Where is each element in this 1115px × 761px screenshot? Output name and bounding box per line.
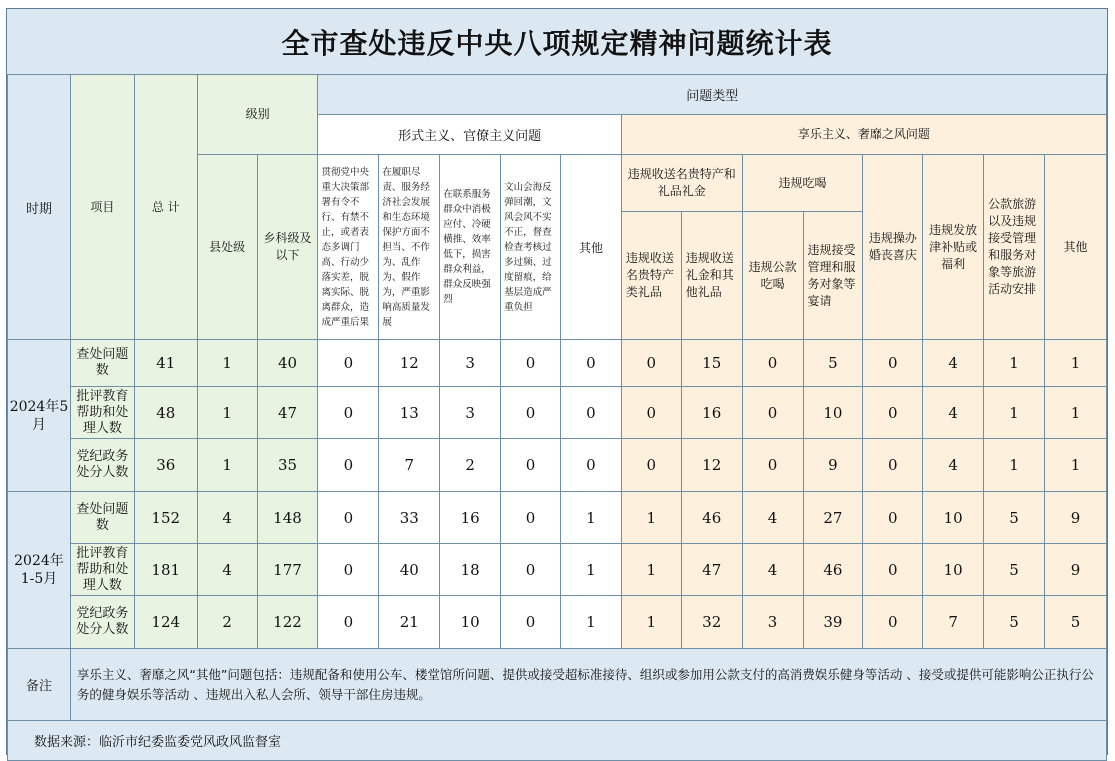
value-cell: 46 (803, 544, 863, 596)
table-row (8, 439, 1107, 492)
value-cell: 4 (197, 492, 257, 544)
value-cell: 35 (257, 439, 318, 492)
table-footer (8, 649, 1107, 761)
item-cell: 批评教育帮助和处理人数 (70, 387, 134, 439)
value-cell: 0 (863, 439, 923, 492)
value-cell: 4 (742, 492, 803, 544)
value-cell: 32 (681, 596, 742, 649)
item-cell: 查处问题数 (70, 340, 134, 387)
level-header: 级别 (197, 75, 318, 155)
eat-col-2: 违规接受管理和服务对象等宴请 (803, 212, 863, 340)
gift-col-1: 违规收送名贵特产类礼品 (621, 212, 681, 340)
table-title: 全市查处违反中央八项规定精神问题统计表 (7, 9, 1107, 75)
value-cell: 39 (803, 596, 863, 649)
value-cell: 9 (1045, 544, 1107, 596)
value-cell: 5 (984, 544, 1045, 596)
value-cell: 4 (742, 544, 803, 596)
item-cell: 党纪政务处分人数 (70, 596, 134, 649)
value-cell: 5 (803, 340, 863, 387)
value-cell: 4 (923, 439, 984, 492)
value-cell: 0 (863, 340, 923, 387)
value-cell: 0 (501, 439, 561, 492)
value-cell: 27 (803, 492, 863, 544)
value-cell: 3 (440, 387, 501, 439)
note-row (8, 649, 1107, 721)
value-cell: 0 (863, 544, 923, 596)
value-cell: 0 (742, 387, 803, 439)
gift-col-2: 违规收送礼金和其他礼品 (681, 212, 742, 340)
total-cell: 181 (134, 544, 197, 596)
value-cell: 5 (1045, 596, 1107, 649)
value-cell: 148 (257, 492, 318, 544)
value-cell: 21 (379, 596, 440, 649)
value-cell: 7 (379, 439, 440, 492)
value-cell: 18 (440, 544, 501, 596)
formalism-group-header: 形式主义、官僚主义问题 (318, 115, 621, 155)
problem-type-header: 问题类型 (318, 75, 1107, 115)
travel-header: 公款旅游以及违规接受管理和服务对象等旅游活动安排 (984, 155, 1045, 340)
value-cell: 0 (501, 596, 561, 649)
value-cell: 10 (923, 544, 984, 596)
total-cell: 36 (134, 439, 197, 492)
formalism-col-other: 其他 (561, 155, 622, 340)
value-cell: 122 (257, 596, 318, 649)
value-cell: 10 (803, 387, 863, 439)
item-cell: 党纪政务处分人数 (70, 439, 134, 492)
value-cell: 0 (561, 340, 622, 387)
value-cell: 0 (621, 387, 681, 439)
value-cell: 9 (1045, 492, 1107, 544)
value-cell: 0 (318, 439, 379, 492)
value-cell: 0 (863, 596, 923, 649)
value-cell: 1 (984, 340, 1045, 387)
value-cell: 2 (440, 439, 501, 492)
value-cell: 3 (742, 596, 803, 649)
level-township-header: 乡科级及以下 (257, 155, 318, 340)
value-cell: 9 (803, 439, 863, 492)
period-cell: 2024年1-5月 (8, 492, 71, 649)
statistics-sheet (6, 8, 1108, 755)
value-cell: 1 (621, 492, 681, 544)
value-cell: 1 (561, 492, 622, 544)
period-cell: 2024年5月 (8, 340, 71, 492)
table-row (8, 340, 1107, 387)
value-cell: 47 (257, 387, 318, 439)
value-cell: 2 (197, 596, 257, 649)
value-cell: 0 (501, 387, 561, 439)
value-cell: 1 (197, 439, 257, 492)
value-cell: 1 (197, 387, 257, 439)
value-cell: 15 (681, 340, 742, 387)
note-label: 备注 (8, 649, 71, 721)
level-county-header: 县处级 (197, 155, 257, 340)
value-cell: 177 (257, 544, 318, 596)
value-cell: 0 (318, 492, 379, 544)
total-cell: 48 (134, 387, 197, 439)
value-cell: 0 (501, 544, 561, 596)
value-cell: 47 (681, 544, 742, 596)
value-cell: 40 (257, 340, 318, 387)
value-cell: 1 (561, 596, 622, 649)
eat-group-header: 违规吃喝 (742, 155, 863, 212)
total-header: 总 计 (134, 75, 197, 340)
hedonism-other-header: 其他 (1045, 155, 1107, 340)
subsidy-header: 违规发放津补贴或福利 (923, 155, 984, 340)
table-row (8, 387, 1107, 439)
note-text: 享乐主义、奢靡之风“其他”问题包括：违规配备和使用公车、楼堂馆所问题、提供或接受超标准接待、组织或参加用公款支付的高消费娱乐健身等活动 、接受或提供可能影响公正执行公务的健身娱乐等活动 、违规出入私人会所、领导干部住房违规。 (70, 649, 1106, 721)
value-cell: 5 (984, 492, 1045, 544)
value-cell: 0 (561, 439, 622, 492)
table-row (8, 492, 1107, 544)
value-cell: 5 (984, 596, 1045, 649)
item-cell: 批评教育帮助和处理人数 (70, 544, 134, 596)
value-cell: 0 (561, 387, 622, 439)
value-cell: 0 (318, 340, 379, 387)
value-cell: 7 (923, 596, 984, 649)
value-cell: 1 (621, 596, 681, 649)
value-cell: 12 (681, 439, 742, 492)
value-cell: 12 (379, 340, 440, 387)
table-header (8, 75, 1107, 340)
value-cell: 0 (621, 340, 681, 387)
value-cell: 1 (984, 439, 1045, 492)
value-cell: 40 (379, 544, 440, 596)
section-2024-may (8, 340, 1107, 492)
formalism-col-3: 在联系服务群众中消极应付、冷硬横推、效率低下，损害群众利益，群众反映强烈 (440, 155, 501, 340)
item-cell: 查处问题数 (70, 492, 134, 544)
value-cell: 1 (984, 387, 1045, 439)
wedding-header: 违规操办婚丧喜庆 (863, 155, 923, 340)
value-cell: 0 (742, 340, 803, 387)
value-cell: 0 (742, 439, 803, 492)
table-row (8, 596, 1107, 649)
formalism-col-4: 文山会海反弹回潮，文风会风不实不正，督查检查考核过多过频、过度留痕，给基层造成严重负担 (501, 155, 561, 340)
value-cell: 33 (379, 492, 440, 544)
value-cell: 0 (501, 340, 561, 387)
value-cell: 0 (621, 439, 681, 492)
value-cell: 0 (863, 387, 923, 439)
section-2024-jan-may (8, 492, 1107, 649)
formalism-col-2: 在履职尽责、服务经济社会发展和生态环境保护方面不担当、不作为、乱作为、假作为，严重影响高质量发展 (379, 155, 440, 340)
value-cell: 3 (440, 340, 501, 387)
item-header: 项目 (70, 75, 134, 340)
value-cell: 1 (197, 340, 257, 387)
value-cell: 1 (561, 544, 622, 596)
value-cell: 10 (923, 492, 984, 544)
hedonism-group-header: 享乐主义、奢靡之风问题 (621, 115, 1106, 155)
value-cell: 0 (318, 387, 379, 439)
period-header: 时期 (8, 75, 71, 340)
value-cell: 4 (923, 387, 984, 439)
statistics-table (7, 74, 1107, 761)
formalism-col-1: 贯彻党中央重大决策部署有令不行、有禁不止，或者表态多调门高、行动少落实差，脱离实际、脱离群众，造成严重后果 (318, 155, 379, 340)
value-cell: 16 (440, 492, 501, 544)
data-source: 数据来源：临沂市纪委监委党风政风监督室 (8, 721, 1107, 761)
gift-group-header: 违规收送名贵特产和礼品礼金 (621, 155, 742, 212)
value-cell: 0 (863, 492, 923, 544)
table-row (8, 544, 1107, 596)
value-cell: 46 (681, 492, 742, 544)
value-cell: 0 (318, 544, 379, 596)
value-cell: 1 (1045, 439, 1107, 492)
value-cell: 4 (923, 340, 984, 387)
value-cell: 4 (197, 544, 257, 596)
value-cell: 1 (1045, 387, 1107, 439)
value-cell: 0 (318, 596, 379, 649)
value-cell: 1 (621, 544, 681, 596)
total-cell: 124 (134, 596, 197, 649)
value-cell: 16 (681, 387, 742, 439)
value-cell: 1 (1045, 340, 1107, 387)
value-cell: 10 (440, 596, 501, 649)
total-cell: 41 (134, 340, 197, 387)
value-cell: 0 (501, 492, 561, 544)
source-row (8, 721, 1107, 761)
total-cell: 152 (134, 492, 197, 544)
value-cell: 13 (379, 387, 440, 439)
eat-col-1: 违规公款吃喝 (742, 212, 803, 340)
